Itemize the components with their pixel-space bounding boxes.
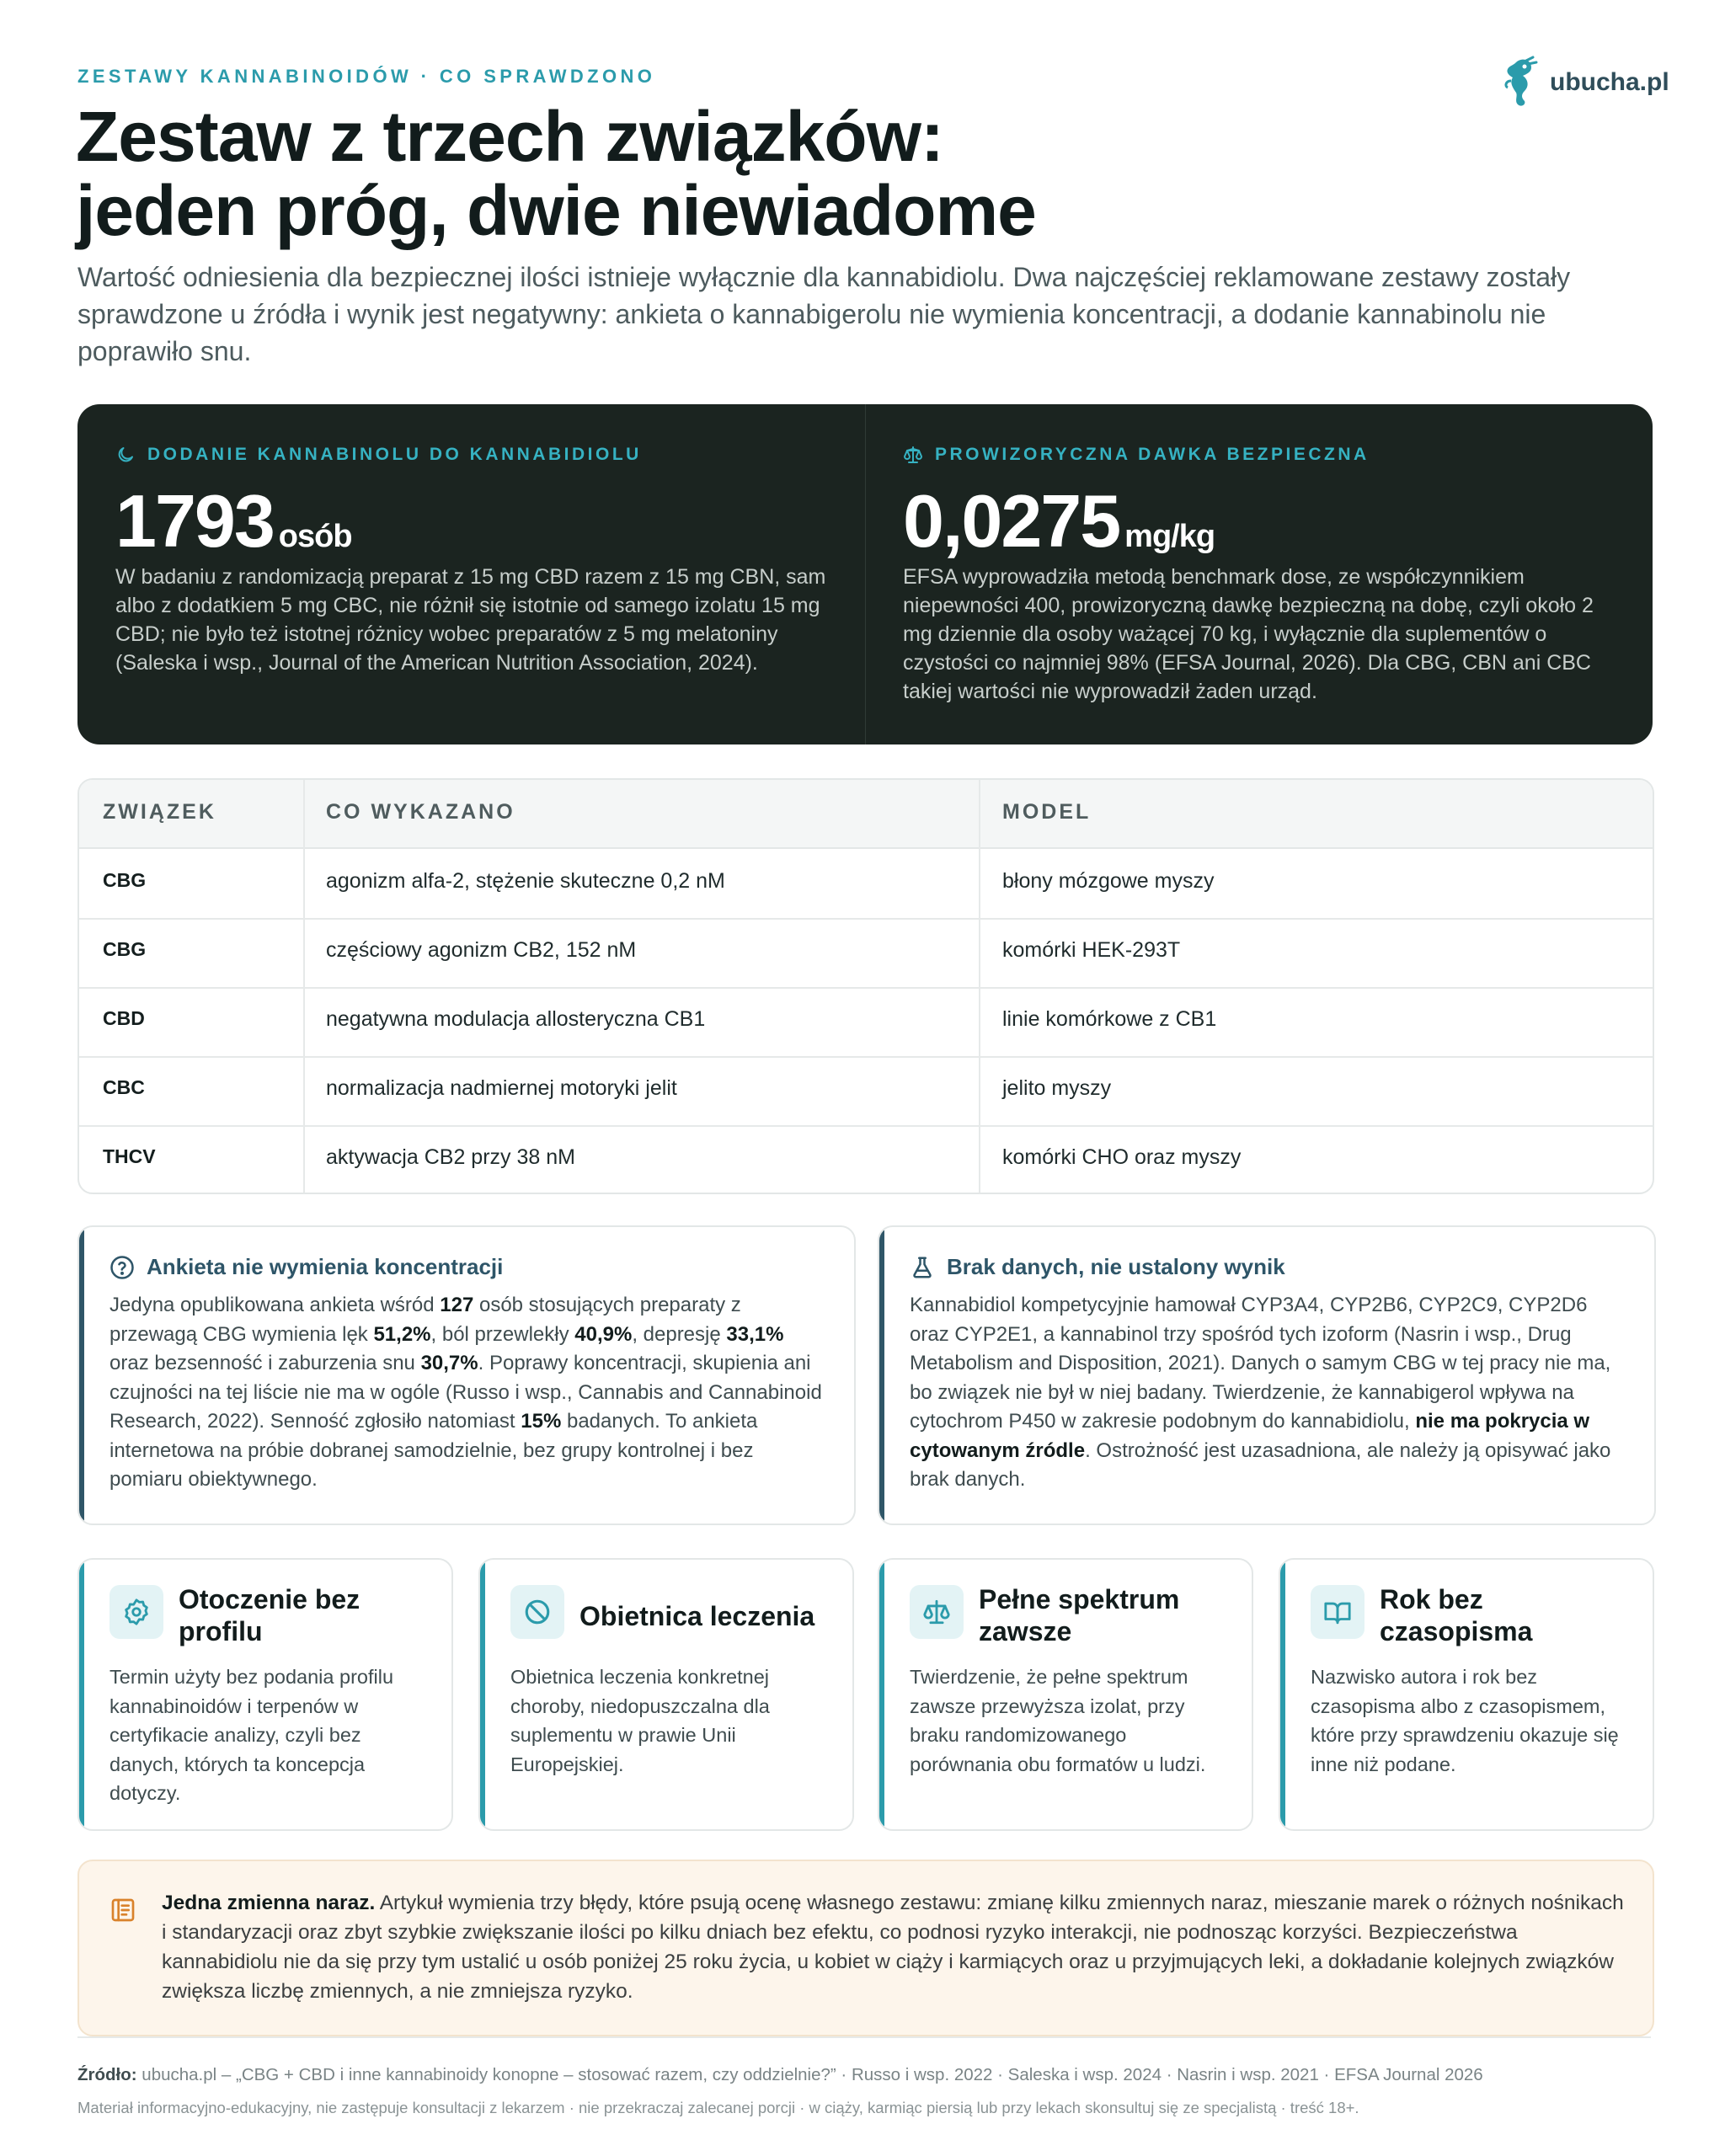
info-card-header: [910, 1254, 1285, 1280]
source-line: Źródło: ubucha.pl – „CBG + CBD i inne kannabinoidy konopne – stosować razem, czy oddzielnie?” · Russo i wsp. 2022 · Saleska i wsp. 2024 · Nasrin i wsp. 2021 · EFSA Journal 2026: [77, 2065, 1483, 2084]
info-card-body: Jedyna opublikowana ankieta wśród 127 osób stosujących preparaty z przewagą CBG wymienia lęk 51,2%, ból przewlekły 40,9%, depresję 33,1% oraz bezsenność i zaburzenia snu 30,7%. Poprawy koncentracji, skupienia ani czujności na tej liście nie ma w ogóle (Russo i wsp., Cannabis and Cannabinoid Research, 2022). Senność zgłosiło natomiast 15% badanych. To ankieta internetowa na próbie dobranej samodzielnie, bez grupy kontrolnej i bez pomiaru obiektywnego.: [109, 1294, 822, 1491]
card-accent-bar: [879, 1227, 884, 1524]
cell-compound: CBG: [103, 938, 147, 960]
stat-number: 1793: [115, 479, 274, 563]
footer-divider: [77, 2036, 1651, 2038]
card-body: Termin użyty bez podania profilu kannabinoidów i terpenów w certyfikacie analizy, czyli bez danych, których ta koncepcja dotyczy.: [109, 1666, 394, 1804]
card-accent-bar: [79, 1227, 84, 1524]
card-title: Pełne spektrum zawsze: [979, 1584, 1180, 1646]
card-body: Twierdzenie, że pełne spektrum zawsze przewyższa izolat, przy braku randomizowanego porównania obu formatów u ludzi.: [910, 1666, 1206, 1775]
card-accent-bar: [79, 1560, 84, 1829]
panel-divider: [865, 404, 866, 744]
title-line-2: jeden próg, dwie niewiadome: [76, 171, 1036, 250]
column-header-compound: ZWIĄZEK: [103, 800, 216, 824]
ban-icon: [523, 1598, 552, 1626]
card-icon-box: [910, 1585, 964, 1639]
stat-unit: mg/kg: [1124, 519, 1215, 554]
info-card-survey: [77, 1225, 856, 1525]
card-accent-bar: [480, 1560, 485, 1829]
card-title: Otoczenie bez profilu: [179, 1584, 360, 1646]
info-card-no-data: [878, 1225, 1656, 1525]
table-header: [79, 780, 1653, 849]
pitfall-card: [1279, 1558, 1654, 1831]
cell-compound: THCV: [103, 1145, 156, 1167]
table-row: [79, 1125, 1653, 1194]
stat-number: 0,0275: [903, 479, 1120, 563]
cell-compound: CBG: [103, 869, 147, 891]
evidence-table: [77, 778, 1654, 1194]
info-card-body: Kannabidiol kompetycyjnie hamował CYP3A4, CYP2B6, CYP2C9, CYP2D6 oraz CYP2E1, a kannabinol trzy spośród tych izoform (Nasrin i wsp., Drug Metabolism and Disposition, 2021). Danych o samym CBG w tej pracy nie ma, bo związek nie był w niej badany. Twierdzenie, że kannabigerol wpływa na cytochrom P450 w zakresie podobnym do kannabidiolu, nie ma pokrycia w cytowanym źródle. Ostrożność jest uzasadniona, ale należy ją opisywać jako brak danych.: [910, 1294, 1611, 1491]
card-accent-bar: [1280, 1560, 1285, 1829]
pitfall-card: [878, 1558, 1253, 1831]
note-text: Jedna zmienna naraz. Artykuł wymienia trzy błędy, które psują ocenę własnego zestawu: zmianę kilku zmiennych naraz, mieszanie marek o różnych nośnikach i standaryzacji oraz zbyt szybkie zwiększanie ilości po kilku dniach bez efektu, co podnosi ryzyko interakcji, nie podnosząc korzyści. Bezpieczeństwa kannabidiolu nie da się przy tym ustalić u osób poniżej 25 roku życia, u kobiet w ciąży i karmiących oraz u przyjmujących leki, a dokładanie kolejnych związków zwiększa liczbę zmiennych, a nie zmniejsza ryzyko.: [162, 1892, 1624, 2003]
card-icon-box: [1311, 1585, 1365, 1639]
card-accent-bar: [879, 1560, 884, 1829]
stat-description: EFSA wyprowadziła metodą benchmark dose, ze współczynnikiem niepewności 400, prowizoryczną dawkę bezpieczną na dobę, czyli około 2 mg dziennie dla osoby ważącej 70 kg, i wyłącznie dla suplementów o czystości co najmniej 98% (EFSA Journal, 2026). Dla CBG, CBN ani CBC takiej wartości nie wyprowadził żaden urząd.: [903, 565, 1594, 703]
pitfall-card: [77, 1558, 453, 1831]
cell-model: komórki CHO oraz myszy: [1002, 1145, 1242, 1169]
stat-label: [903, 445, 1370, 465]
brand-name[interactable]: ubucha.pl: [1550, 68, 1669, 96]
column-header-model: MODEL: [1002, 800, 1092, 824]
cell-finding: agonizm alfa-2, stężenie skuteczne 0,2 nM: [326, 869, 725, 893]
scale-icon: [903, 445, 923, 465]
card-body: Nazwisko autora i rok bez czasopisma albo z czasopismem, które przy sprawdzeniu okazuje się inne niż podane.: [1311, 1666, 1619, 1775]
section-kicker: ZESTAWY KANNABINOIDÓW · CO SPRAWDZONO: [77, 66, 656, 87]
title-line-1: Zestaw z trzech związków:: [76, 97, 943, 176]
info-card-header: [109, 1254, 503, 1280]
stat-label-text: PROWIZORYCZNA DAWKA BEZPIECZNA: [935, 445, 1370, 464]
stat-value: [903, 478, 1215, 564]
disclaimer: Materiał informacyjno-edukacyjny, nie zastępuje konsultacji z lekarzem · nie przekraczaj zalecanej porcji · w ciąży, karmiąc piersią lub przy lekach skonsultuj się ze specjalistą · treść 18+.: [77, 2099, 1359, 2116]
note-box: [77, 1860, 1654, 2036]
table-row: [79, 1056, 1653, 1127]
scale-icon: [922, 1598, 951, 1626]
table-row: [79, 918, 1653, 989]
page-title: [76, 99, 1171, 248]
stat-description: W badaniu z randomizacją preparat z 15 mg CBD razem z 15 mg CBN, sam albo z dodatkiem 5 mg CBC, nie różnił się istotnie od samego izolatu 15 mg CBD; nie było też istotnej różnicy wobec preparatów z 5 mg melatoniny (Saleska i wsp., Journal of the American Nutrition Association, 2024).: [115, 565, 826, 675]
cell-finding: częściowy agonizm CB2, 152 nM: [326, 938, 637, 962]
card-icon-box: [109, 1585, 163, 1639]
card-body: Obietnica leczenia konkretnej choroby, niedopuszczalna dla suplementu w prawie Unii Europejskiej.: [510, 1666, 770, 1775]
cell-model: jelito myszy: [1002, 1076, 1112, 1100]
table-row: [79, 849, 1653, 920]
info-card-title: Ankieta nie wymienia koncentracji: [147, 1254, 504, 1279]
card-icon-box: [510, 1585, 564, 1639]
note-icon: [109, 1897, 136, 1924]
info-card-title: Brak danych, nie ustalony wynik: [947, 1254, 1285, 1279]
column-header-finding: CO WYKAZANO: [326, 800, 515, 824]
flask-icon: [910, 1255, 935, 1280]
seahorse-logo-icon: [1501, 56, 1538, 109]
table-row: [79, 987, 1653, 1058]
stats-panel: [77, 404, 1653, 744]
stat-value: [115, 478, 352, 564]
lede-paragraph: Wartość odniesienia dla bezpiecznej ilości istnieje wyłącznie dla kannabidiolu. Dwa najczęściej reklamowane zestawy zostały sprawdzone u źródła i wynik jest negatywny: ankieta o kannabigerolu nie wymienia koncentracji, a dodanie kannabinolu nie poprawiło snu.: [77, 262, 1571, 366]
cell-finding: normalizacja nadmiernej motoryki jelit: [326, 1076, 677, 1100]
brand[interactable]: [1501, 56, 1669, 109]
cell-finding: negatywna modulacja allosteryczna CB1: [326, 1007, 706, 1031]
stat-label-text: DODANIE KANNABINOLU DO KANNABIDIOLU: [147, 445, 642, 464]
pitfall-card: [478, 1558, 854, 1831]
card-title: Rok bez czasopisma: [1380, 1584, 1533, 1646]
moon-icon: [115, 445, 136, 465]
cell-model: komórki HEK-293T: [1002, 938, 1181, 962]
badge-settings-icon: [122, 1598, 151, 1626]
card-title: Obietnica leczenia: [579, 1601, 815, 1631]
book-icon: [1323, 1598, 1352, 1626]
cell-compound: CBC: [103, 1076, 145, 1098]
cell-model: błony mózgowe myszy: [1002, 869, 1215, 893]
cell-model: linie komórkowe z CB1: [1002, 1007, 1217, 1031]
cell-finding: aktywacja CB2 przy 38 nM: [326, 1145, 575, 1169]
cell-compound: CBD: [103, 1007, 145, 1029]
stat-unit: osób: [278, 519, 352, 554]
stat-label: [115, 445, 642, 465]
question-circle-icon: [109, 1255, 135, 1280]
